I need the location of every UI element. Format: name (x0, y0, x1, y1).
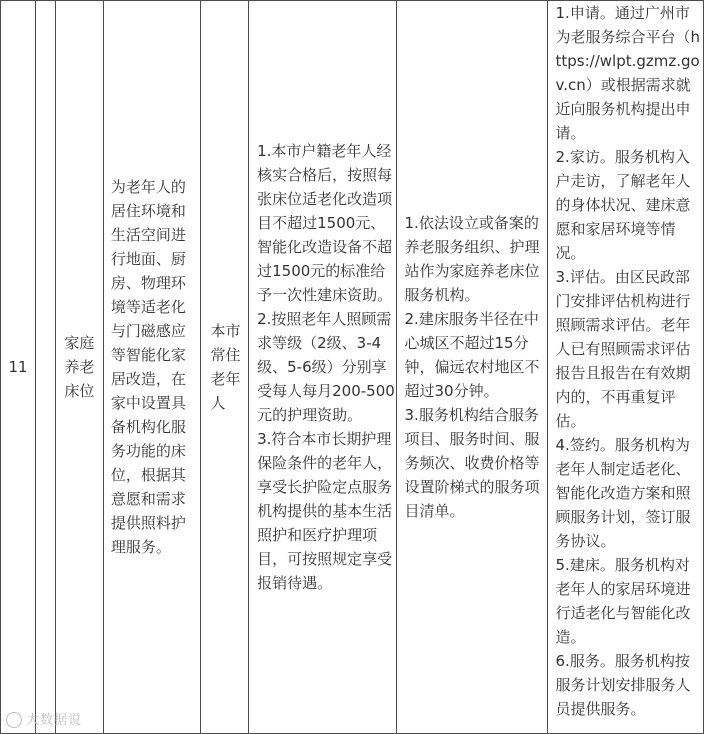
item-name: 家庭养老床位 (55, 1, 103, 734)
process-step: 6.服务。服务机构按服务计划安排服务人员提供服务。 (555, 652, 691, 718)
standard-item: 3.符合本市长期护理保险条件的老年人，享受长护险定点服务机构提供的基本生活照护和医疗护理项目，可按照规定享受报销待遇。 (257, 430, 393, 592)
process-step: 4.签约。服务机构为老年人制定适老化、智能化改造方案和照顾服务计划，签订服务协议。 (555, 436, 691, 550)
row-number: 11 (1, 1, 36, 734)
process-step: 3.评估。由区民政部门安排评估机构进行照顾需求评估。老年人已有照顾需求评估报告且报告在有效期内的，不再重复评估。 (555, 268, 691, 430)
condition-item: 2.建床服务半径在中心城区不超过15分钟，偏远农村地区不超过30分钟。 (404, 310, 540, 400)
blank-cell (36, 1, 56, 734)
target-group: 本市常住老年人 (200, 1, 249, 734)
application-process (547, 1, 703, 734)
item-description: 为老年人的居住环境和生活空间进行地面、厨房、物理环境等适老化与门磁感应等智能化家居改造，在家中设置具备机构化服务功能的床位，根据其意愿和需求提供照料护理服务。 (103, 1, 200, 734)
standard-item: 1.本市户籍老年人经核实合格后，按照每张床位适老化改造项目不超过1500元、智能化改造设备不超过1500元的标准给予一次性建床资助。 (257, 142, 393, 304)
process-step: 1.申请。通过广州市为老服务综合平台（https://wlpt.gzmz.gov.cn）或根据需求就近向服务机构提出申请。 (555, 4, 701, 142)
watermark (6, 709, 82, 729)
watermark-logo-icon (6, 712, 22, 728)
condition-item: 1.依法设立或备案的养老服务组织、护理站作为家庭养老床位服务机构。 (404, 214, 540, 304)
standard-item: 2.按照老年人照顾需求等级（2级、3-4级、5-6级）分别享受每人每月200-500元的护理资助。 (257, 310, 395, 424)
watermark-text: 大数据说 (26, 713, 83, 728)
subsidy-standards (249, 1, 396, 734)
process-step: 2.家访。服务机构入户走访，了解老年人的身体状况、建床意愿和家居环境等情况。 (555, 148, 691, 262)
process-step: 5.建床。服务机构对老年人的家居环境进行适老化与智能化改造。 (555, 556, 691, 646)
condition-item: 3.服务机构结合服务项目、服务时间、服务频次、收费价格等设置阶梯式的服务项目清单。 (404, 406, 540, 520)
service-conditions (396, 1, 547, 734)
table-row (1, 1, 704, 734)
